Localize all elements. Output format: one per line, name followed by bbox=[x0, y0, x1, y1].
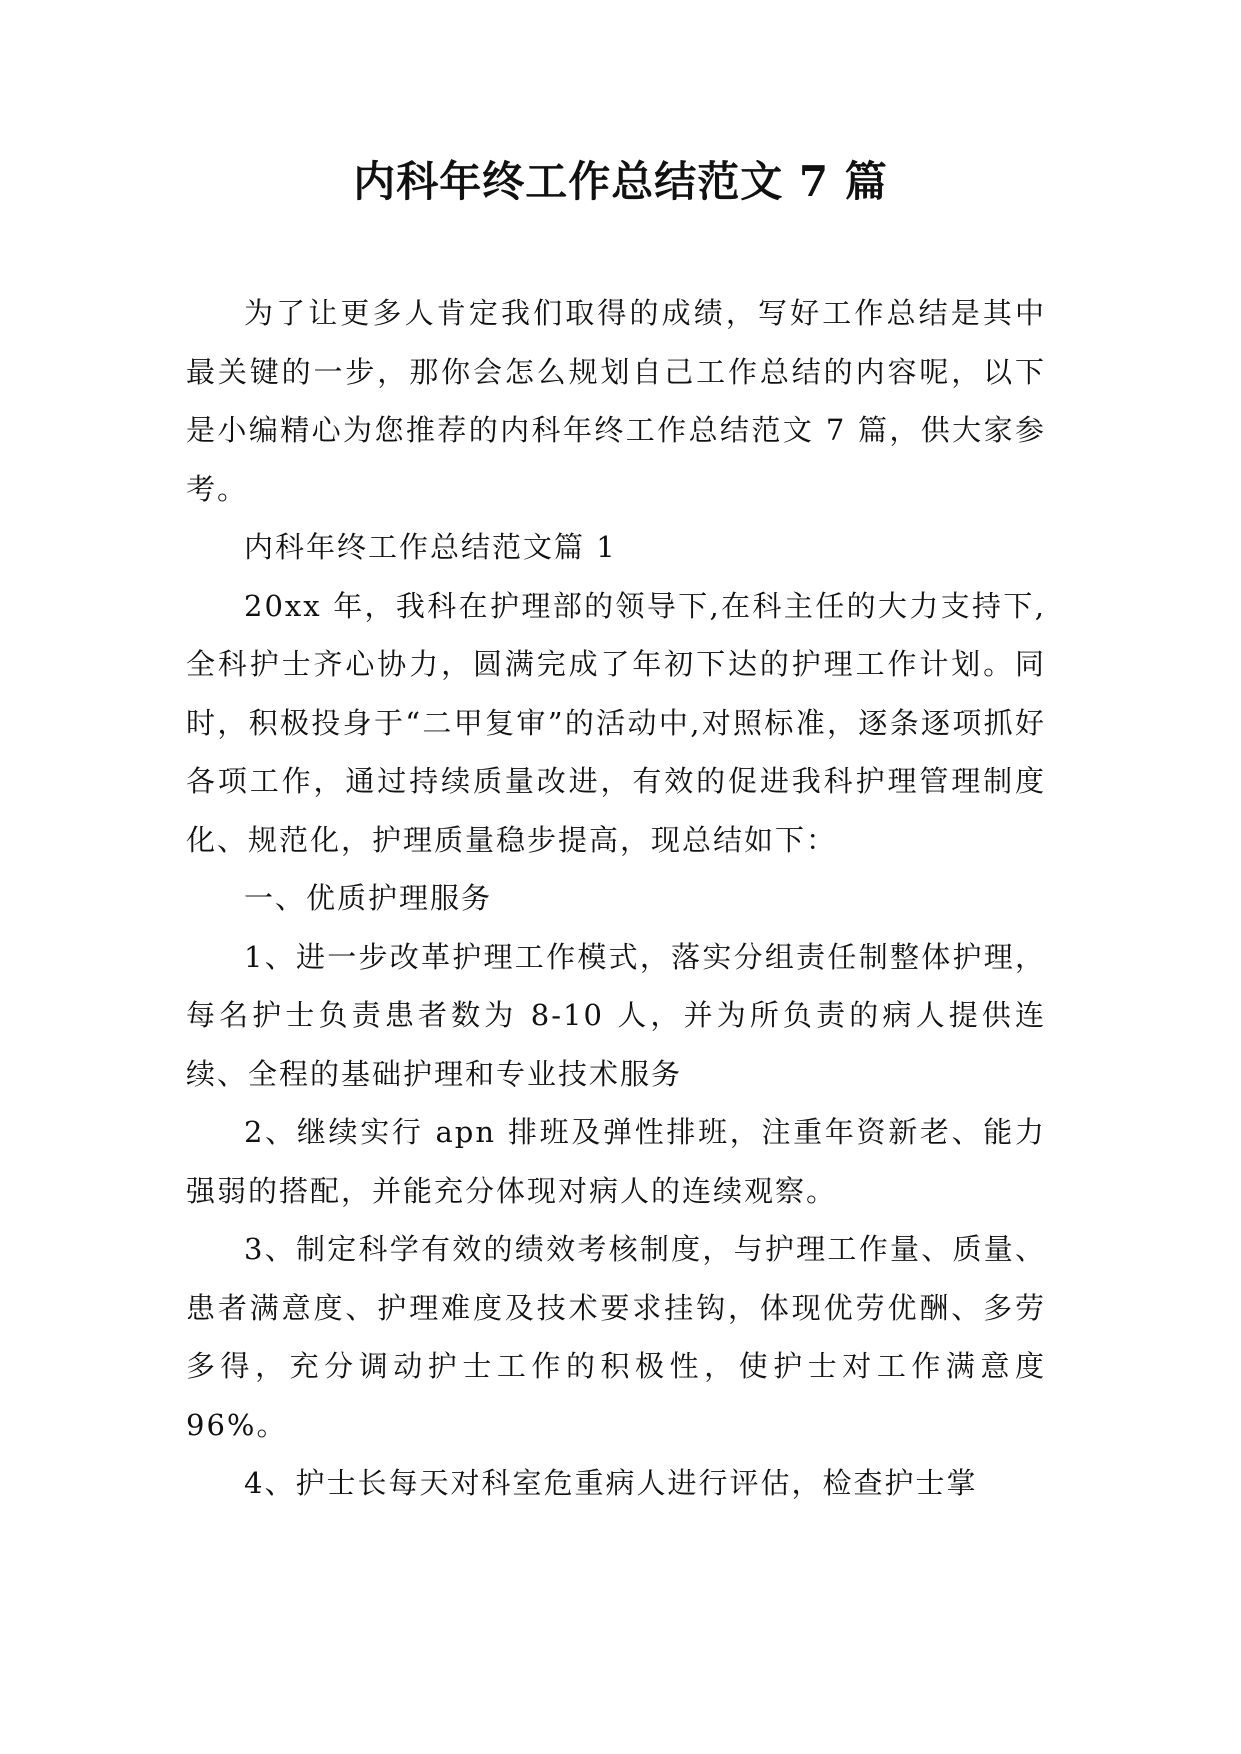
body-paragraph: 20xx 年，我科在护理部的领导下,在科主任的大力支持下,全科护士齐心协力，圆满完成了年初下达的护理工作计划。同时，积极投身于“二甲复审”的活动中,对照标准，逐条逐项抓好各项工作，通过持续质量改进，有效的促进我科护理管理制度化、规范化，护理质量稳步提高，现总结如下： bbox=[186, 588, 1046, 857]
list-item: 2、继续实行 apn 排班及弹性排班，注重年资新老、能力强弱的搭配，并能充分体现对病人的连续观察。 bbox=[186, 1115, 1046, 1208]
list-item: 1、进一步改革护理工作模式，落实分组责任制整体护理，每名护士负责患者数为 8-10 人，并为所负责的病人提供连续、全程的基础护理和专业技术服务 bbox=[186, 939, 1046, 1091]
subsection-heading: 一、优质护理服务 bbox=[244, 881, 493, 915]
section-heading: 内科年终工作总结范文篇 1 bbox=[244, 530, 617, 564]
list-item: 4、护士长每天对科室危重病人进行评估，检查护士掌 bbox=[244, 1466, 978, 1500]
document-body bbox=[186, 284, 1046, 1513]
document-title: 内科年终工作总结范文 7 篇 bbox=[353, 157, 888, 206]
intro-paragraph: 为了让更多人肯定我们取得的成绩，写好工作总结是其中最关键的一步，那你会怎么规划自己工作总结的内容呢，以下是小编精心为您推荐的内科年终工作总结范文 7 篇，供大家参考。 bbox=[186, 296, 1046, 506]
list-item: 3、制定科学有效的绩效考核制度，与护理工作量、质量、患者满意度、护理难度及技术要求挂钩，体现优劳优酬、多劳多得，充分调动护士工作的积极性，使护士对工作满意度 96%。 bbox=[186, 1232, 1046, 1442]
